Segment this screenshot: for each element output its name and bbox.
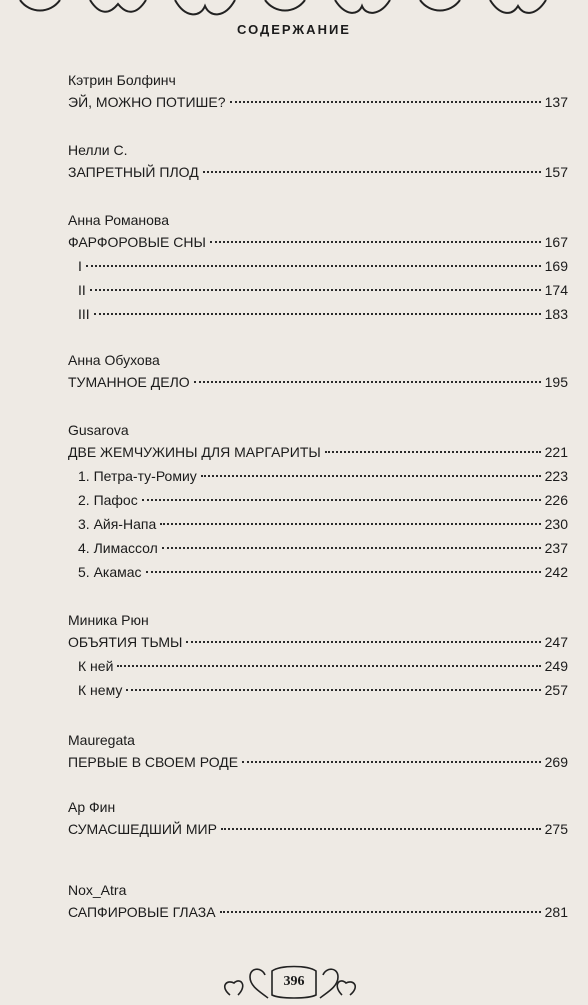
toc-author: Анна Романова (68, 212, 169, 228)
toc-entry-title: 4. Лимассол (78, 540, 158, 556)
toc-entry-title: I (78, 258, 82, 274)
dot-leader (142, 499, 541, 501)
dot-leader (210, 241, 541, 243)
dot-leader (325, 451, 541, 453)
toc-page-number: 137 (544, 94, 568, 110)
toc-entry-title: ДВЕ ЖЕМЧУЖИНЫ ДЛЯ МАРГАРИТЫ (68, 444, 321, 460)
dot-leader (90, 289, 541, 291)
toc-entry[interactable] (68, 370, 568, 394)
toc-page-number: 247 (544, 634, 568, 650)
dot-leader (203, 171, 541, 173)
toc-entry-title: III (78, 306, 90, 322)
toc-subentry[interactable] (68, 560, 568, 584)
dot-leader (94, 313, 541, 315)
toc-section (68, 140, 568, 184)
dot-leader (160, 523, 540, 525)
toc-page-number: 157 (544, 164, 568, 180)
page-number: 396 (283, 974, 305, 989)
toc-section (68, 730, 568, 774)
toc-subentry[interactable] (68, 678, 568, 702)
dot-leader (186, 641, 540, 643)
toc-entry[interactable] (68, 630, 568, 654)
toc-entry-title: К нему (78, 682, 123, 698)
toc-page-number: 230 (544, 516, 568, 532)
toc-subentry[interactable] (68, 654, 568, 678)
toc-section (68, 70, 568, 114)
toc-author: Анна Обухова (68, 352, 160, 368)
toc-subentry[interactable] (68, 254, 568, 278)
toc-author: Миника Рюн (68, 612, 149, 628)
toc-entry[interactable] (68, 230, 568, 254)
toc-section (68, 797, 568, 841)
toc-subentry[interactable] (68, 488, 568, 512)
toc-entry[interactable] (68, 90, 568, 114)
toc-author: Gusarova (68, 422, 129, 438)
toc-author: Nox_Atra (68, 882, 127, 898)
toc-page-number: 195 (544, 374, 568, 390)
dot-leader (194, 381, 541, 383)
toc-entry[interactable] (68, 160, 568, 184)
toc-section (68, 610, 568, 702)
toc-subentry[interactable] (68, 464, 568, 488)
toc-author: Нелли С. (68, 142, 128, 158)
toc-page-number: 223 (544, 468, 568, 484)
toc-subentry[interactable] (68, 302, 568, 326)
toc-entry-title: СУМАСШЕДШИЙ МИР (68, 821, 217, 837)
dot-leader (230, 101, 541, 103)
toc-page-number: 221 (544, 444, 568, 460)
toc-author: Ар Фин (68, 799, 116, 815)
dot-leader (201, 475, 541, 477)
toc-entry-title: САПФИРОВЫЕ ГЛАЗА (68, 904, 216, 920)
toc-entry[interactable] (68, 900, 568, 924)
toc-author: Кэтрин Болфинч (68, 72, 176, 88)
dot-leader (126, 689, 540, 691)
heart-ornament-border (0, 0, 588, 22)
toc-entry-title: ТУМАННОЕ ДЕЛО (68, 374, 190, 390)
toc-entry-title: 1. Петра-ту-Ромиу (78, 468, 197, 484)
toc-page-number: 226 (544, 492, 568, 508)
toc-page-number: 269 (544, 754, 568, 770)
dot-leader (117, 665, 540, 667)
toc-entry-title: ФАРФОРОВЫЕ СНЫ (68, 234, 206, 250)
toc-entry[interactable] (68, 750, 568, 774)
toc-entry-title: ЭЙ, МОЖНО ПОТИШЕ? (68, 94, 226, 110)
toc-section (68, 880, 568, 924)
page-title: СОДЕРЖАНИЕ (237, 22, 351, 37)
toc-page-number: 257 (544, 682, 568, 698)
toc-section (68, 350, 568, 394)
toc-entry-title: 5. Акамас (78, 564, 142, 580)
toc-page-number: 237 (544, 540, 568, 556)
toc-page-number: 275 (544, 821, 568, 837)
toc-page-number: 249 (544, 658, 568, 674)
toc-section (68, 420, 568, 584)
dot-leader (221, 828, 541, 830)
toc-entry-title: К ней (78, 658, 114, 674)
toc-entry-title: 3. Айя-Напа (78, 516, 157, 532)
toc-subentry[interactable] (68, 536, 568, 560)
dot-leader (162, 547, 541, 549)
toc-entry-title: II (78, 282, 86, 298)
toc-author: Mauregata (68, 732, 135, 748)
toc-page-number: 169 (544, 258, 568, 274)
dot-leader (146, 571, 541, 573)
dot-leader (242, 761, 541, 763)
toc-page-number: 242 (544, 564, 568, 580)
toc-subentry[interactable] (68, 278, 568, 302)
toc-entry-title: 2. Пафос (78, 492, 138, 508)
toc-section (68, 210, 568, 326)
page-footer (0, 965, 588, 1000)
toc-entry[interactable] (68, 440, 568, 464)
toc-page-number: 174 (544, 282, 568, 298)
dot-leader (220, 911, 541, 913)
dot-leader (86, 265, 541, 267)
toc-subentry[interactable] (68, 512, 568, 536)
toc-page-number: 167 (544, 234, 568, 250)
toc-entry-title: ЗАПРЕТНЫЙ ПЛОД (68, 164, 199, 180)
toc-page-number: 281 (544, 904, 568, 920)
toc-entry-title: ПЕРВЫЕ В СВОЕМ РОДЕ (68, 754, 239, 770)
toc-page-number: 183 (544, 306, 568, 322)
toc-entry-title: ОБЪЯТИЯ ТЬМЫ (68, 634, 183, 650)
toc-entry[interactable] (68, 817, 568, 841)
